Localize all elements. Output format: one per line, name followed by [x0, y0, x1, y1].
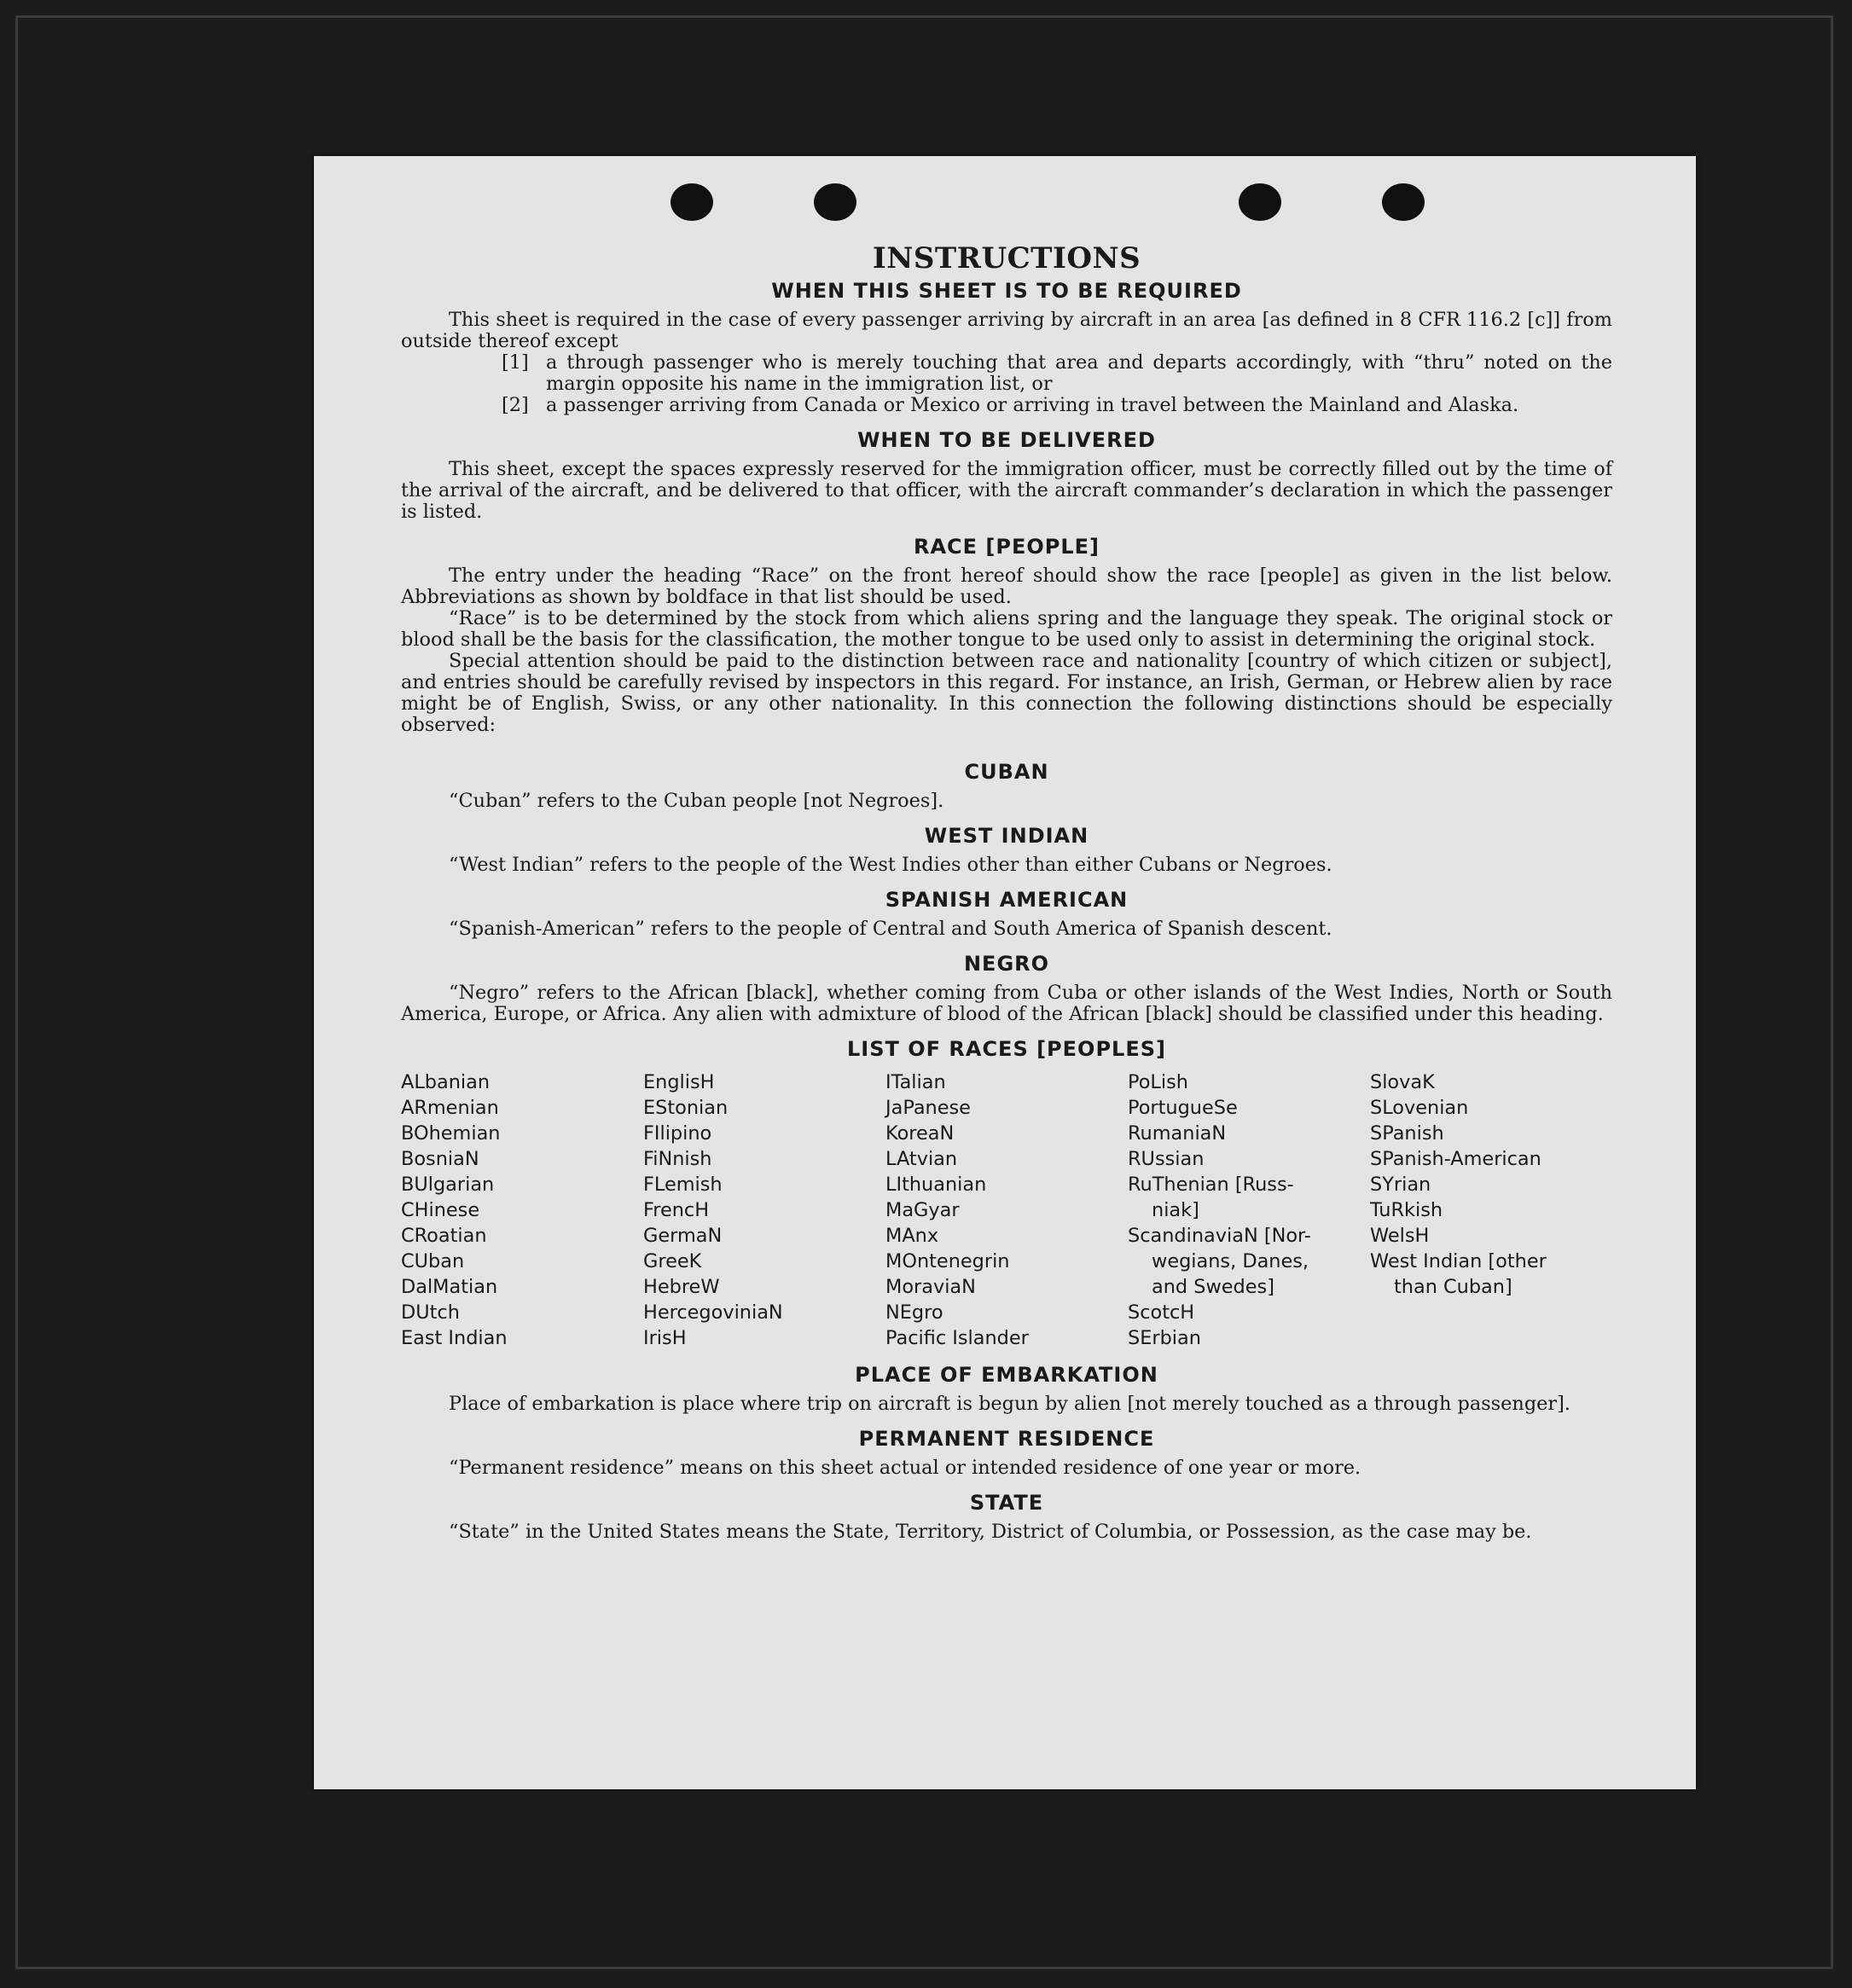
race-item: ScotcH — [1128, 1301, 1195, 1324]
race-item: niak] — [1152, 1199, 1199, 1221]
heading-required: WHEN THIS SHEET IS TO BE REQUIRED — [771, 279, 1242, 303]
exception-item — [401, 395, 1612, 416]
race-item: SPanish-American — [1370, 1148, 1541, 1170]
race-item: MAnx — [885, 1225, 939, 1247]
race-item: DalMatian — [401, 1276, 498, 1298]
race-item: LIthuanian — [885, 1174, 987, 1196]
race-paragraph-3: Special attention should be paid to the distinction between race and nationality [country of which citizen or subject], and entries should be carefully revised by inspectors in this regard. For instance, an Irish, German, or Hebrew alien by race might be of English, Swiss, or any other nationality. In this connection the following distinctions should be especially observed: — [401, 650, 1612, 736]
race-item: GreeK — [643, 1250, 702, 1272]
race-item: FrencH — [643, 1199, 710, 1221]
punch-hole-icon — [814, 183, 856, 221]
races-column — [885, 1069, 1128, 1351]
race-item: SPanish — [1370, 1122, 1444, 1145]
races-column — [643, 1069, 885, 1351]
race-item: EStonian — [643, 1097, 729, 1119]
exception-number: [2] — [502, 394, 529, 416]
race-item: BUlgarian — [401, 1174, 495, 1196]
race-item: wegians, Danes, — [1152, 1250, 1309, 1272]
race-item: East Indian — [401, 1327, 508, 1349]
negro-text: “Negro” refers to the African [black], whether coming from Cuba or other islands of the West Indies, North or South America, Europe, or Africa. Any alien with admixture of blood of the African [black] should be classified under this heading. — [401, 982, 1612, 1025]
race-item: MOntenegrin — [885, 1250, 1010, 1272]
punch-hole-icon — [1239, 183, 1281, 221]
race-item: than Cuban] — [1394, 1276, 1512, 1298]
races-list — [401, 1069, 1612, 1351]
race-paragraph-2: “Race” is to be determined by the stock from which aliens spring and the language they speak. The original stock or blood shall be the basis for the classification, the mother tongue to be used only to assist in determining the original stock. — [401, 607, 1612, 651]
races-column — [401, 1069, 643, 1351]
race-item: CRoatian — [401, 1225, 487, 1247]
race-item: ScandinaviaN [Nor- — [1128, 1225, 1311, 1247]
race-item: WelsH — [1370, 1225, 1430, 1247]
race-item: SlovaK — [1370, 1071, 1435, 1093]
race-item: MoraviaN — [885, 1276, 976, 1298]
race-item: KoreaN — [885, 1122, 955, 1145]
race-item: SYrian — [1370, 1174, 1431, 1196]
race-item: IrisH — [643, 1327, 687, 1349]
races-column — [1370, 1069, 1612, 1351]
west-indian-text: “West Indian” refers to the people of the West Indies other than either Cubans or Negroes. — [449, 854, 1332, 876]
heading-race: RACE [PEOPLE] — [913, 535, 1100, 559]
heading-spanish-american: SPANISH AMERICAN — [885, 888, 1129, 912]
document-content — [401, 241, 1612, 1543]
race-item: FIlipino — [643, 1122, 712, 1145]
spanish-american-text: “Spanish-American” refers to the people of Central and South America of Spanish descent. — [449, 918, 1332, 940]
race-item: TuRkish — [1370, 1199, 1443, 1221]
race-item: GermaN — [643, 1225, 723, 1247]
heading-negro: NEGRO — [963, 952, 1050, 976]
heading-cuban: CUBAN — [964, 760, 1049, 784]
race-item: SLovenian — [1370, 1097, 1469, 1119]
punch-hole-icon — [1382, 183, 1425, 221]
heading-residence: PERMANENT RESIDENCE — [858, 1427, 1155, 1451]
exception-item — [401, 352, 1612, 395]
race-item: BOhemian — [401, 1122, 501, 1145]
race-item: PoLish — [1128, 1071, 1188, 1093]
race-item: RUssian — [1128, 1148, 1205, 1170]
heading-state: STATE — [969, 1491, 1044, 1515]
residence-text: “Permanent residence” means on this sheet actual or intended residence of one year or more. — [449, 1457, 1361, 1479]
exception-text: a through passenger who is merely touching that area and departs accordingly, with “thru” noted on the margin opposite his name in the immigration list, or — [546, 351, 1612, 395]
race-item: FiNnish — [643, 1148, 712, 1170]
heading-list-of-races: LIST OF RACES [PEOPLES] — [847, 1037, 1166, 1061]
race-item: RumaniaN — [1128, 1122, 1227, 1145]
exception-text: a passenger arriving from Canada or Mexico or arriving in travel between the Mainland and Alaska. — [546, 394, 1519, 416]
races-column — [1128, 1069, 1370, 1351]
race-item: DUtch — [401, 1301, 460, 1324]
heading-delivered: WHEN TO BE DELIVERED — [857, 428, 1156, 452]
required-intro: This sheet is required in the case of every passenger arriving by aircraft in an area [as defined in 8 CFR 116.2 [c]] from outside thereof except — [401, 309, 1612, 352]
race-item: HebreW — [643, 1276, 720, 1298]
race-item: ARmenian — [401, 1097, 499, 1119]
race-item: HercegoviniaN — [643, 1301, 783, 1324]
race-item: West Indian [other — [1370, 1250, 1547, 1272]
punch-hole-icon — [671, 183, 713, 221]
embarkation-text: Place of embarkation is place where trip on aircraft is begun by alien [not merely touched as a through passenger]. — [449, 1393, 1570, 1415]
race-item: NEgro — [885, 1301, 943, 1324]
race-item: CHinese — [401, 1199, 480, 1221]
race-item: FLemish — [643, 1174, 723, 1196]
cuban-text: “Cuban” refers to the Cuban people [not Negroes]. — [449, 790, 944, 812]
race-item: ITalian — [885, 1071, 946, 1093]
race-item: and Swedes] — [1152, 1276, 1274, 1298]
race-item: BosniaN — [401, 1148, 479, 1170]
document-title: INSTRUCTIONS — [872, 241, 1141, 275]
race-item: EnglisH — [643, 1071, 715, 1093]
document-sheet — [314, 156, 1696, 1789]
race-item: RuThenian [Russ- — [1128, 1174, 1294, 1196]
race-item: ALbanian — [401, 1071, 491, 1093]
delivered-text: This sheet, except the spaces expressly reserved for the immigration officer, must be correctly filled out by the time of the arrival of the aircraft, and be delivered to that officer, with the aircraft commander’s declaration in which the passenger is listed. — [401, 458, 1612, 523]
race-item: LAtvian — [885, 1148, 958, 1170]
race-paragraph-1: The entry under the heading “Race” on the front hereof should show the race [people] as given in the list below. Abbreviations as shown by boldface in that list should be used. — [401, 565, 1612, 608]
race-item: Pacific Islander — [885, 1327, 1029, 1349]
race-item: MaGyar — [885, 1199, 960, 1221]
state-text: “State” in the United States means the State, Territory, District of Columbia, or Possession, as the case may be. — [449, 1521, 1532, 1543]
race-item: SErbian — [1128, 1327, 1201, 1349]
race-item: PortugueSe — [1128, 1097, 1238, 1119]
heading-embarkation: PLACE OF EMBARKATION — [855, 1363, 1158, 1387]
race-item: JaPanese — [885, 1097, 971, 1119]
exception-number: [1] — [502, 351, 529, 374]
heading-west-indian: WEST INDIAN — [924, 824, 1089, 848]
race-item: CUban — [401, 1250, 465, 1272]
